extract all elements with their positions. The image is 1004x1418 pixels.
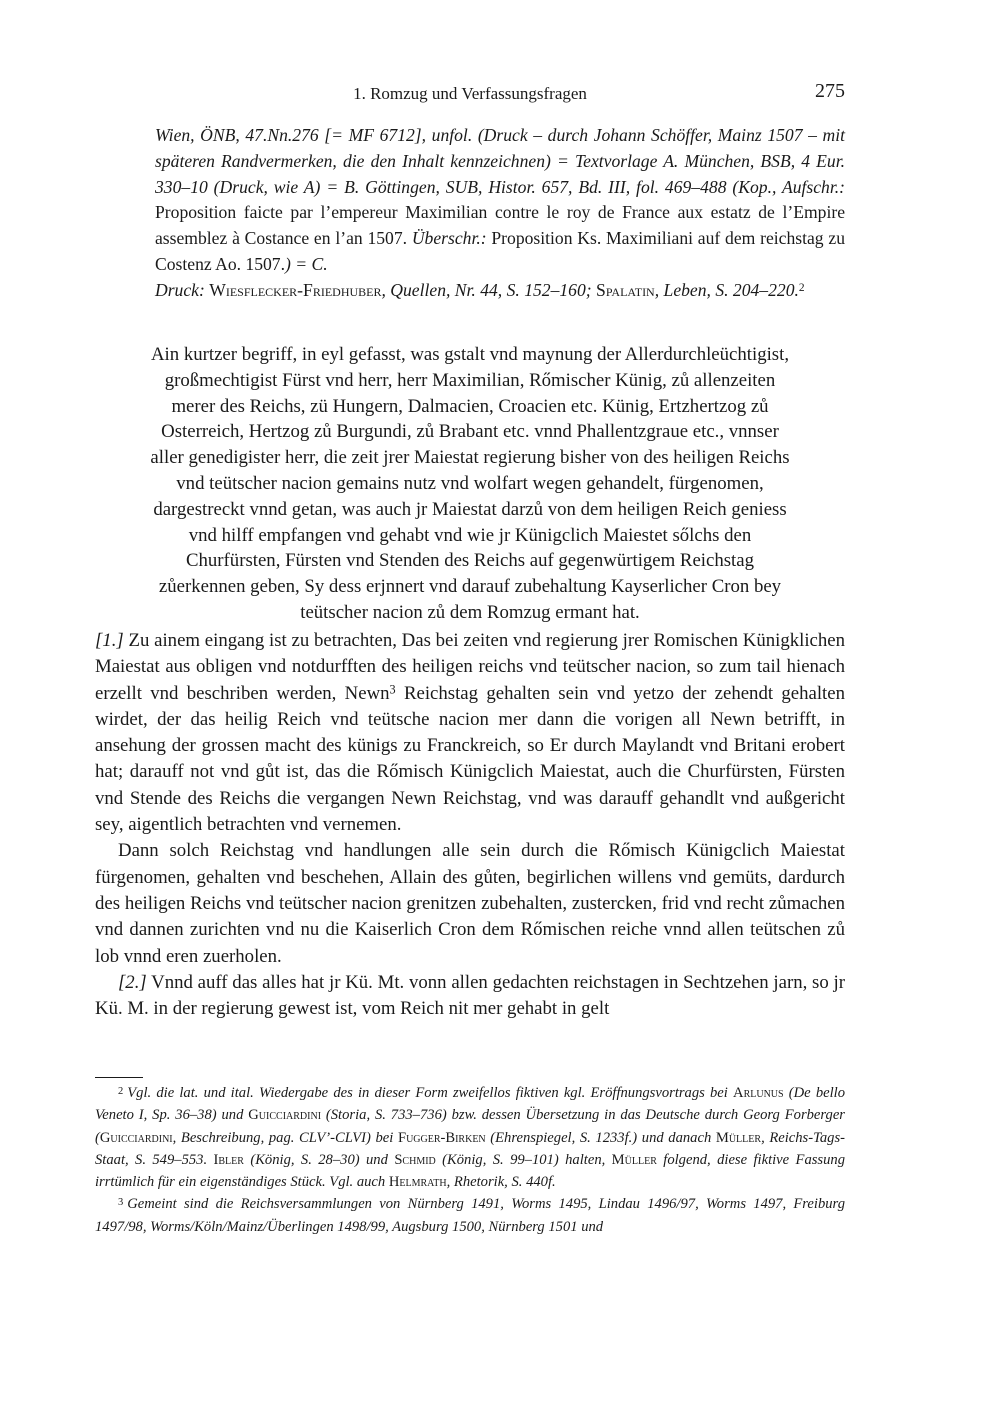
source-note-label: Überschr.: — [411, 228, 487, 249]
footnote-text: (Storia, S. 733–736) bzw. dessen Übersetzung in das Deutsche durch Georg Forberger ( — [95, 1107, 845, 1146]
paragraph-3 — [95, 970, 845, 1023]
footnote-text: folgend, diese fiktive Fassung irrtümlich für ein eigenständiges Stück. Vgl. auch — [95, 1151, 845, 1191]
section-marker: [2.] — [118, 971, 147, 993]
author-name: Arlunus — [733, 1085, 784, 1101]
footnote-2 — [95, 1082, 845, 1193]
footnote-number: 3 — [118, 1197, 124, 1209]
footnote-text: Vgl. die lat. und ital. Wiedergabe des in dieser Form zweifellos fiktiven kgl. Eröffnungsvortrags bei — [127, 1085, 734, 1101]
source-note-heading: Proposition Ks. Maximiliani auf dem reichstag zu Costenz Ao. 1507. — [155, 228, 845, 274]
heading-line: zůerkennen geben, Sy dess erjnnert vnd darauf zubehaltung Kayserlicher Cron bey — [158, 576, 782, 598]
heading-line: vnd hilff empfangen vnd gehabt vnd wie jr Künigclich Maiestet sőlchs den — [188, 524, 752, 546]
source-note-title: Proposition faicte par l’empereur Maximilian contre le roy de France aux estatz de l’Empire assemblez à Costance en l’an 1507. — [155, 202, 845, 249]
citation: , Leben, S. 204–220. — [654, 279, 799, 300]
footnote-rule — [95, 1077, 143, 1078]
author-name: Schmid — [394, 1151, 436, 1168]
author-name: Müller — [611, 1151, 657, 1168]
heading-line: großmechtigist Fürst vnd herr, herr Maximilian, Rőmischer Künig, zů allenzeiten — [164, 369, 776, 391]
author-name: Wiesflecker-Friedhuber — [209, 279, 382, 300]
running-title: 1. Romzug und Verfassungsfragen — [353, 84, 587, 103]
footnote-reference: 3 — [389, 682, 396, 697]
footnote-3 — [95, 1193, 845, 1238]
author-name: Spalatin — [596, 279, 655, 300]
author-name: Guicciardini — [248, 1107, 322, 1124]
heading-line: aller genedigister herr, die zeit jrer Maiestat regierung bisher von des heiligen Reichs — [150, 447, 790, 469]
paragraph-text: Zu ainem eingang ist zu betrachten, Das bei zeiten vnd regierung jrer Romischen Künigklichen Maiestat aus obligen vnd notdurfften des heiligen reichs vnd teütscher nacion, so zum tail hienach erzellt vnd beschriben werden, Newn — [95, 630, 845, 704]
author-name: Müller — [715, 1129, 762, 1146]
section-marker: [1.] — [95, 630, 124, 651]
author-name: Helmrath — [388, 1174, 447, 1191]
author-name: Guicciardini — [99, 1129, 173, 1146]
paragraph-text: Dann solch Reichstag vnd handlungen alle sein durch die Rőmisch Künigclich Maiestat fürgenomen, gehalten vnd beschehen, Allain des gůten, begirlichen willens vnd gemüts, dardurch des heiligen Reichs vnd teütscher nacion grenitzen zubehalten, zustercken, frid vnd recht zůmachen vnd dannen zurichten vnd nu die Kaiserlich Cron dem Rőmischen reiche vnnd allen teütschen zů lob vnnd eren zuerholen. — [95, 840, 845, 967]
footnote-text: , Beschreibung, pag. CLV’-CLVI) bei — [172, 1129, 398, 1146]
document-heading — [95, 342, 845, 626]
heading-line: dargestreckt vnnd getan, was auch jr Maiestat darzů von dem heiligen Reich geniess — [153, 498, 787, 520]
heading-line: Osterreich, Hertzog zů Burgundi, zů Brabant etc. vnnd Phallentzgraue etc., vnnser — [161, 421, 779, 443]
paragraph-2 — [95, 838, 845, 969]
page-number: 275 — [815, 80, 845, 102]
running-head — [95, 80, 845, 108]
footnote-text: (De bello Veneto I, Sp. 36–38) und — [95, 1085, 846, 1124]
heading-line: vnd teütscher nacion gemains nutz vnd wolfart wegen gehandelt, fürgenomen, — [176, 472, 764, 494]
paragraph-1 — [95, 628, 845, 838]
heading-line: merer des Reichs, zü Hungern, Dalmacien, Croacien etc. Künig, Ertzhertzog zů — [171, 395, 769, 417]
heading-line: teütscher nacion zů dem Romzug ermant hat. — [300, 601, 640, 623]
source-note-siglum: ) = C. — [285, 253, 328, 274]
footnote-text: , Reichs-Tags-Staat, S. 549–553. — [95, 1129, 845, 1168]
citation: , Quellen, Nr. 44, S. 152–160; — [381, 279, 597, 300]
paragraph-text: Vnnd auff das alles hat jr Kü. Mt. vonn allen gedachten reichstagen in Sechtzehen jarn, so jr Kü. M. in der regierung gewest ist, vom Reich nit mer gehabt in gelt — [95, 971, 845, 1020]
footnote-text: (König, S. 99–101) halten, — [435, 1151, 612, 1168]
source-note-archival: Wien, ÖNB, 47.Nn.276 [= MF 6712], unfol. (Druck – durch Johann Schöffer, Mainz 1507 – mit späteren Randvermerken, die den Inhalt kennzeichnen) = Textvorlage A. München, BSB, 4 Eur. 330–10 (Druck, wie A) = B. Göttingen, SUB, Histor. 657, Bd. III, fol. 469–488 (Kop., Aufschr.: — [155, 125, 845, 197]
heading-line: Ain kurtzer begriff, in eyl gefasst, was gstalt vnd maynung der Allerdurchleüchtigist, — [150, 344, 790, 365]
footnote-text: (König, S. 28–30) und — [243, 1151, 395, 1168]
source-note — [155, 123, 845, 304]
body-text — [95, 628, 845, 1022]
author-name: Ibler — [213, 1151, 244, 1168]
footnote-text: , Rhetorik, S. 440f. — [446, 1174, 556, 1191]
author-name: Fugger-Birken — [397, 1129, 486, 1146]
footnote-text: (Ehrenspiegel, S. 1233f.) und danach — [485, 1129, 716, 1146]
druck-label: Druck: — [155, 279, 205, 300]
footnote-text: Gemeint sind die Reichsversammlungen von Nürnberg 1491, Worms 1495, Lindau 1496/97, Worms 1497, Freiburg 1497/98, Worms/Köln/Mainz/Überlingen 1498/99, Augsburg 1500, Nürnberg 1501 und — [95, 1196, 845, 1235]
footnote-reference: 2 — [798, 281, 805, 294]
heading-line: Churfürsten, Fürsten vnd Stenden des Reichs auf gegenwürtigem Reichstag — [185, 550, 754, 572]
paragraph-text: Reichstag gehalten sein vnd yetzo der zehendt gehalten wirdet, der das heilig Reich vnd teütsche nacion mer dann die vorigen all Newn betrifft, in ansehung der grossen macht des künigs zu Franckreich, so Er durch Maylandt vnd Britani erobert hat; darauff not vnd gůt ist, das die Rőmisch Künigclich Maiestat, auch die Churfürsten, Fürsten vnd Stende des Reichs die vergangen Newn Reichstag, vnd was darauff gehandlt vnd außgericht sey, aigentlich betrachten vnd vernemen. — [95, 682, 845, 836]
footnotes — [95, 1082, 845, 1238]
footnote-number: 2 — [118, 1085, 124, 1097]
